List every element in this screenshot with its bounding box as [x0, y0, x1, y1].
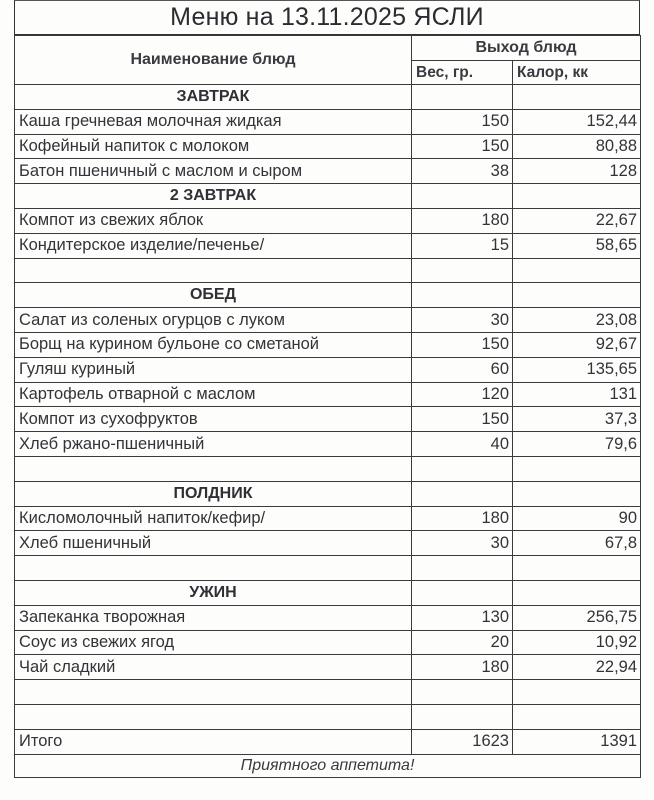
empty-cell: [513, 680, 641, 705]
empty-row: [15, 456, 641, 481]
header-row: [15, 36, 641, 61]
dish-name: Соус из свежих ягод: [15, 630, 412, 655]
empty-cell: [513, 85, 641, 110]
empty-cell: [412, 85, 513, 110]
dish-weight: 15: [412, 233, 513, 258]
empty-row: [15, 680, 641, 705]
dish-name: Кисломолочный напиток/кефир/: [15, 506, 412, 531]
table-row: [15, 357, 641, 382]
dish-calories: 37,3: [513, 407, 641, 432]
footer-row: [15, 754, 641, 777]
dish-calories: 128: [513, 159, 641, 184]
dish-calories: 135,65: [513, 357, 641, 382]
table-row: [15, 407, 641, 432]
total-label: Итого: [15, 729, 412, 754]
dish-name-header: Наименование блюд: [15, 36, 412, 85]
dish-weight: 130: [412, 605, 513, 630]
empty-cell: [15, 704, 412, 729]
section-label: ОБЕД: [15, 283, 412, 308]
dish-name: Картофель отварной с маслом: [15, 382, 412, 407]
table-row: [15, 134, 641, 159]
dish-name: Запеканка творожная: [15, 605, 412, 630]
table-row: [15, 208, 641, 233]
empty-cell: [513, 580, 641, 605]
empty-cell: [15, 680, 412, 705]
dish-name: Кофейный напиток с молоком: [15, 134, 412, 159]
dish-weight: 150: [412, 332, 513, 357]
menu-table: [14, 35, 641, 778]
dish-calories: 22,67: [513, 208, 641, 233]
footer-message: Приятного аппетита!: [15, 754, 641, 777]
dish-calories: 131: [513, 382, 641, 407]
dish-weight: 150: [412, 109, 513, 134]
weight-header: Вес, гр.: [412, 61, 513, 85]
menu-title: Меню на 13.11.2025 ЯСЛИ: [14, 0, 640, 35]
dish-weight: 38: [412, 159, 513, 184]
dish-calories: 79,6: [513, 432, 641, 457]
table-row: [15, 506, 641, 531]
total-row: [15, 729, 641, 754]
section-row: [15, 85, 641, 110]
section-row: [15, 283, 641, 308]
table-row: [15, 308, 641, 333]
table-row: [15, 630, 641, 655]
table-row: [15, 655, 641, 680]
dish-weight: 150: [412, 134, 513, 159]
table-row: [15, 109, 641, 134]
dish-weight: 180: [412, 506, 513, 531]
dish-name: Чай сладкий: [15, 655, 412, 680]
dish-name: Компот из свежих яблок: [15, 208, 412, 233]
empty-cell: [412, 456, 513, 481]
dish-weight: 120: [412, 382, 513, 407]
dish-calories: 152,44: [513, 109, 641, 134]
empty-cell: [412, 184, 513, 209]
empty-cell: [412, 481, 513, 506]
table-row: [15, 382, 641, 407]
dish-weight: 40: [412, 432, 513, 457]
dish-name: Кондитерское изделие/печенье/: [15, 233, 412, 258]
dish-weight: 30: [412, 531, 513, 556]
table-row: [15, 332, 641, 357]
table-row: [15, 432, 641, 457]
dish-calories: 23,08: [513, 308, 641, 333]
dish-calories: 90: [513, 506, 641, 531]
section-row: [15, 184, 641, 209]
empty-row: [15, 258, 641, 283]
dish-weight: 30: [412, 308, 513, 333]
empty-cell: [412, 556, 513, 581]
table-row: [15, 605, 641, 630]
empty-cell: [513, 283, 641, 308]
dish-calories: 67,8: [513, 531, 641, 556]
section-label: 2 ЗАВТРАК: [15, 184, 412, 209]
dish-name: Батон пшеничный с маслом и сыром: [15, 159, 412, 184]
table-row: [15, 159, 641, 184]
empty-cell: [513, 184, 641, 209]
empty-cell: [513, 456, 641, 481]
dish-calories: 10,92: [513, 630, 641, 655]
table-row: [15, 531, 641, 556]
dish-name: Каша гречневая молочная жидкая: [15, 109, 412, 134]
empty-cell: [412, 680, 513, 705]
empty-cell: [412, 580, 513, 605]
empty-cell: [412, 258, 513, 283]
dish-weight: 20: [412, 630, 513, 655]
empty-cell: [513, 481, 641, 506]
empty-row: [15, 556, 641, 581]
table-row: [15, 233, 641, 258]
section-label: ЗАВТРАК: [15, 85, 412, 110]
empty-cell: [513, 704, 641, 729]
empty-cell: [15, 556, 412, 581]
empty-cell: [412, 283, 513, 308]
dish-name: Компот из сухофруктов: [15, 407, 412, 432]
dish-name: Салат из соленых огурцов с луком: [15, 308, 412, 333]
total-weight: 1623: [412, 729, 513, 754]
dish-calories: 58,65: [513, 233, 641, 258]
dish-weight: 150: [412, 407, 513, 432]
section-row: [15, 481, 641, 506]
empty-cell: [15, 258, 412, 283]
dish-calories: 92,67: [513, 332, 641, 357]
dish-name: Борщ на курином бульоне со сметаной: [15, 332, 412, 357]
dish-weight: 60: [412, 357, 513, 382]
dish-calories: 22,94: [513, 655, 641, 680]
empty-cell: [513, 258, 641, 283]
empty-cell: [15, 456, 412, 481]
section-label: ПОЛДНИК: [15, 481, 412, 506]
menu-sheet: [14, 0, 640, 778]
empty-cell: [513, 556, 641, 581]
dish-weight: 180: [412, 655, 513, 680]
dish-name: Хлеб пшеничный: [15, 531, 412, 556]
total-calories: 1391: [513, 729, 641, 754]
empty-row: [15, 704, 641, 729]
section-label: УЖИН: [15, 580, 412, 605]
calories-header: Калор, кк: [513, 61, 641, 85]
output-group-header: Выход блюд: [412, 36, 641, 61]
section-row: [15, 580, 641, 605]
dish-calories: 256,75: [513, 605, 641, 630]
dish-name: Хлеб ржано-пшеничный: [15, 432, 412, 457]
dish-weight: 180: [412, 208, 513, 233]
dish-calories: 80,88: [513, 134, 641, 159]
empty-cell: [412, 704, 513, 729]
dish-name: Гуляш куриный: [15, 357, 412, 382]
